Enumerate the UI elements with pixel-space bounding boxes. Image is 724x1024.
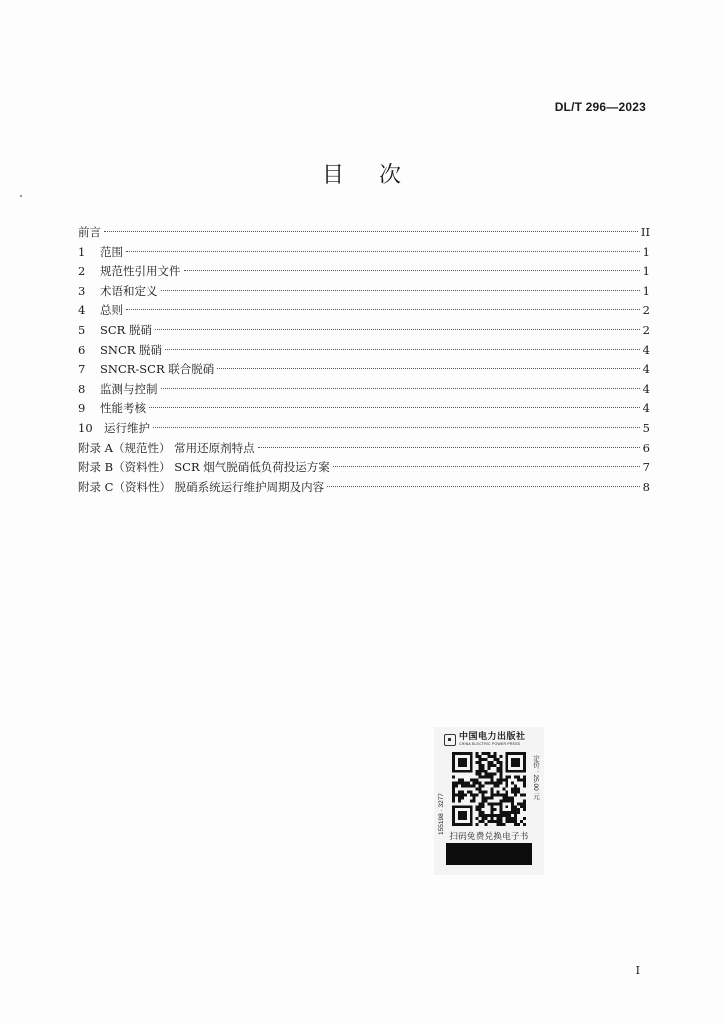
publisher-brand — [444, 731, 536, 749]
toc-entry-page: II — [640, 225, 650, 239]
toc-entry-page: 4 — [642, 342, 650, 357]
publisher-name-en: CHINA ELECTRIC POWER PRESS — [459, 742, 521, 747]
toc-entry-number: 4 — [78, 303, 86, 318]
toc-dot-leader — [161, 388, 640, 389]
toc-dot-leader — [149, 407, 640, 408]
toc-entry-page: 2 — [642, 322, 650, 337]
toc-entry-page: 1 — [642, 264, 650, 279]
toc-entry-label: SCR 脱硝 — [100, 322, 152, 337]
toc-entry-number: 5 — [78, 322, 86, 337]
standard-code: DL/T 296—2023 — [554, 100, 646, 114]
toc-dot-leader — [104, 231, 638, 232]
toc-dot-leader — [333, 466, 640, 467]
toc-entry-label: 前言 — [78, 225, 101, 239]
table-of-contents — [78, 223, 650, 497]
toc-dot-leader — [217, 368, 639, 369]
toc-entry-label: 监测与控制 — [100, 381, 158, 396]
toc-entry[interactable] — [78, 360, 650, 380]
toc-entry-number: 9 — [78, 401, 86, 416]
title-char-2: 次 — [379, 163, 403, 188]
toc-entry[interactable] — [78, 439, 650, 459]
toc-entry[interactable] — [78, 243, 650, 263]
toc-entry[interactable] — [78, 380, 650, 400]
toc-entry-number: 6 — [78, 342, 86, 357]
toc-entry[interactable] — [78, 223, 650, 243]
page-number: I — [635, 964, 640, 977]
toc-entry-page: 5 — [642, 420, 650, 435]
page-title — [0, 158, 724, 189]
toc-entry-label: 术语和定义 — [100, 283, 158, 298]
toc-entry[interactable] — [78, 282, 650, 302]
toc-entry[interactable] — [78, 399, 650, 419]
toc-entry-number: 8 — [78, 381, 86, 396]
toc-dot-leader — [327, 486, 640, 487]
toc-dot-leader — [258, 447, 640, 448]
toc-entry-number: 7 — [78, 362, 86, 377]
toc-entry-number: 1 — [78, 244, 86, 259]
toc-dot-leader — [184, 270, 640, 271]
toc-entry-label: 附录 C（资料性） 脱硝系统运行维护周期及内容 — [78, 479, 325, 494]
toc-entry-label: 附录 B（资料性） SCR 烟气脱硝低负荷投运方案 — [78, 460, 330, 475]
toc-entry[interactable] — [78, 301, 650, 321]
publisher-logo-icon — [444, 734, 456, 746]
toc-entry-number: 10 — [78, 420, 93, 435]
toc-entry-label: SNCR 脱硝 — [100, 342, 163, 357]
toc-entry[interactable] — [78, 458, 650, 478]
toc-entry-label: 附录 A（规范性） 常用还原剂特点 — [78, 440, 255, 455]
title-char-1: 目 — [321, 163, 345, 188]
toc-entry-label: 运行维护 — [104, 420, 150, 435]
toc-entry-page: 1 — [642, 283, 650, 298]
toc-entry-label: 规范性引用文件 — [100, 264, 181, 279]
qr-caption: 扫码免费兑换电子书 — [449, 832, 529, 842]
toc-entry[interactable] — [78, 262, 650, 282]
qr-code-icon[interactable] — [452, 752, 526, 826]
toc-entry-page: 8 — [642, 479, 650, 494]
toc-entry[interactable] — [78, 321, 650, 341]
toc-entry-page: 4 — [642, 362, 650, 377]
toc-entry-number: 3 — [78, 283, 86, 298]
toc-dot-leader — [161, 290, 640, 291]
toc-entry-label: SNCR-SCR 联合脱硝 — [100, 362, 215, 377]
toc-entry-label: 范围 — [100, 244, 123, 259]
toc-entry[interactable] — [78, 419, 650, 439]
toc-entry-label: 总则 — [100, 303, 123, 318]
toc-dot-leader — [155, 329, 640, 330]
toc-dot-leader — [153, 427, 640, 428]
toc-entry-page: 2 — [642, 303, 650, 318]
toc-entry-number: 2 — [78, 264, 86, 279]
toc-entry-page: 6 — [642, 440, 650, 455]
qr-side-text-right: 定价：25.00 元 — [532, 755, 539, 800]
toc-dot-leader — [165, 349, 640, 350]
publisher-name-cn: 中国电力出版社 — [459, 732, 526, 743]
toc-entry-label: 性能考核 — [100, 401, 146, 416]
qr-side-text-left: 155198 · 3277 — [438, 793, 445, 835]
toc-dot-leader — [126, 309, 640, 310]
toc-entry-page: 4 — [642, 381, 650, 396]
toc-dot-leader — [126, 251, 640, 252]
toc-entry-page: 7 — [642, 460, 650, 475]
qr-sticker — [434, 727, 544, 875]
toc-entry[interactable] — [78, 341, 650, 361]
scan-speck — [20, 195, 22, 197]
redacted-code-block — [446, 843, 532, 865]
toc-entry[interactable] — [78, 478, 650, 498]
toc-entry-page: 1 — [642, 244, 650, 259]
toc-entry-page: 4 — [642, 401, 650, 416]
